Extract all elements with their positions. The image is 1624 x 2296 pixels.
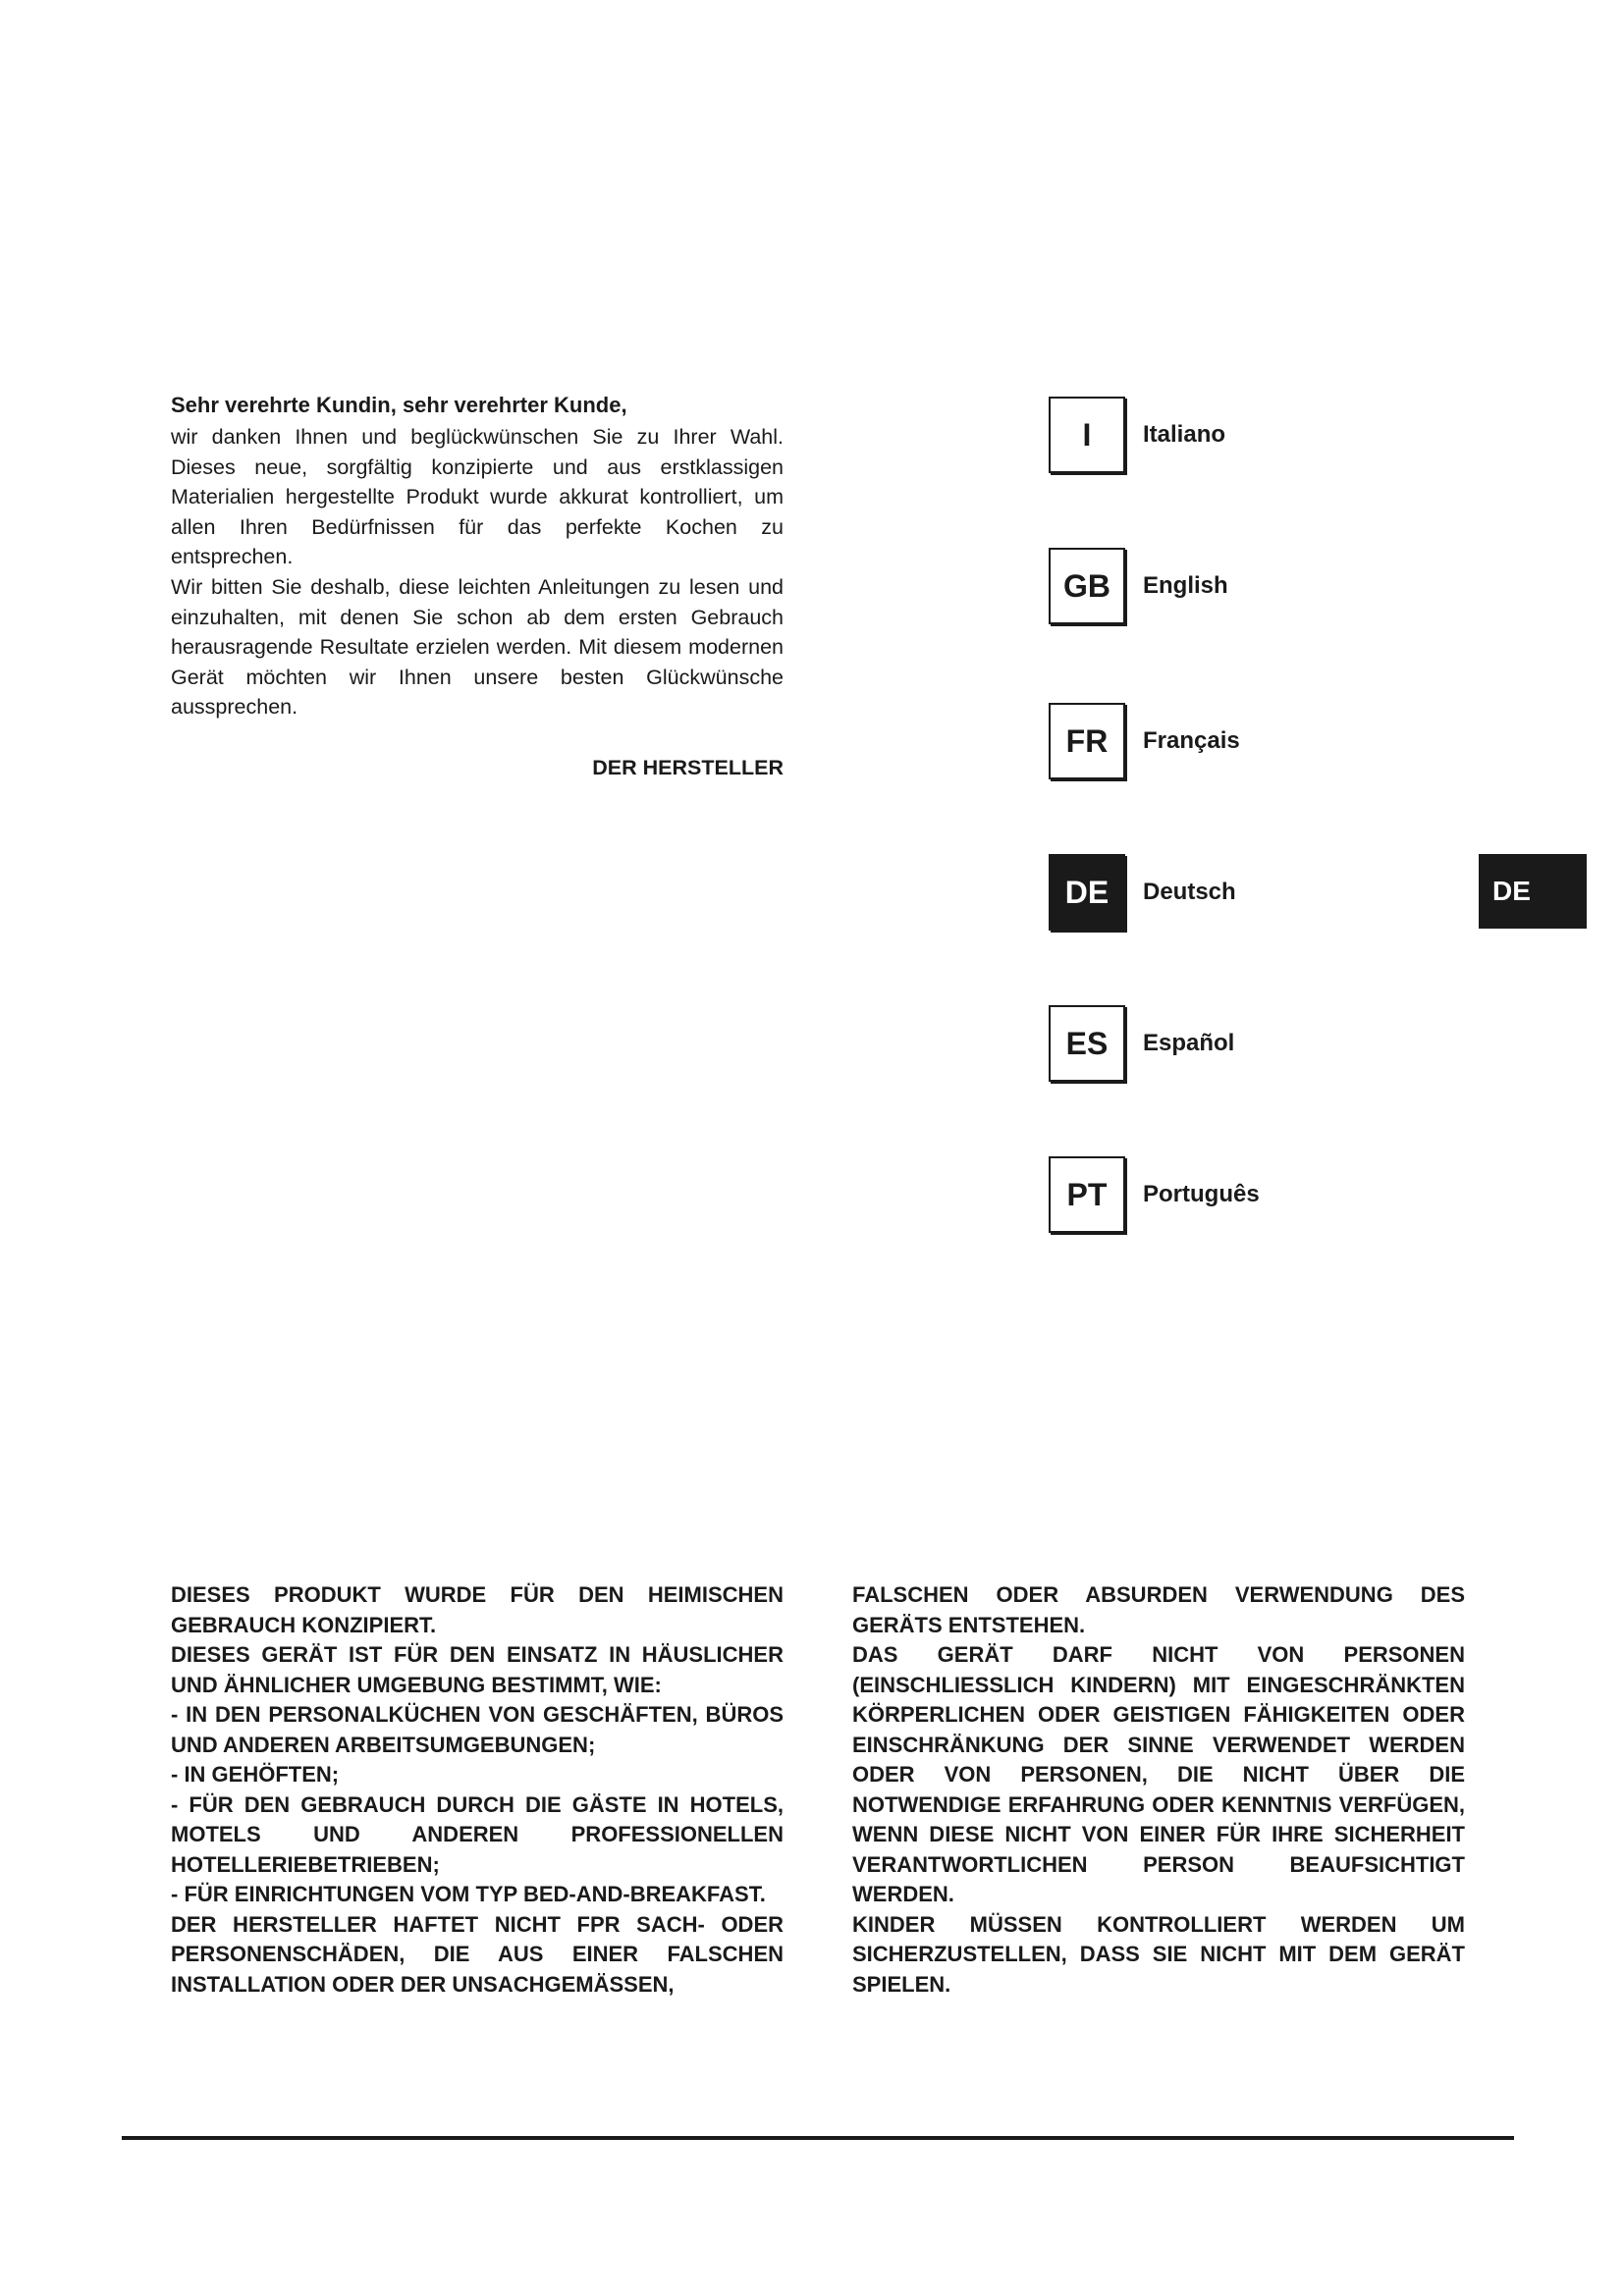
warning-paragraph: DAS GERÄT DARF NICHT VON PERSONEN (EINSCHLIESSLICH KINDERN) MIT EINGESCHRÄNKTEN KÖRPERLICHEN ODER GEISTIGEN FÄHIGKEITEN ODER EINSCHRÄNKUNG DER SINNE VERWENDET WERDEN ODER VON PERSONEN, DIE NICHT ÜBER DIE NOTWENDIGE ERFAHRUNG ODER KENNTNIS VERFÜGEN, WENN DIESE NICHT VON EINER FÜR IHRE SICHERHEIT VERANTWORTLICHEN PERSON BEAUFSICHTIGT WERDEN. [852,1642,1465,1906]
language-item-espanol[interactable] [1049,1005,1441,1082]
section-tab-de[interactable]: DE [1479,854,1587,929]
warning-paragraph: DER HERSTELLER HAFTET NICHT FPR SACH- ODER PERSONENSCHÄDEN, DIE AUS EINER FALSCHEN INSTALLATION ODER DER UNSACHGEMÄSSEN, [171,1911,784,1997]
language-code-badge: PT [1049,1156,1125,1233]
language-code-badge: I [1049,397,1125,473]
intro-greeting: Sehr verehrte Kundin, sehr verehrter Kunde, [171,393,627,417]
language-code-badge: ES [1049,1005,1125,1082]
language-item-portugues[interactable] [1049,1156,1441,1233]
language-item-deutsch[interactable] [1049,854,1441,931]
language-item-english[interactable] [1049,548,1441,624]
language-name: Deutsch [1143,879,1236,905]
warning-paragraph: KINDER MÜSSEN KONTROLLIERT WERDEN UM SICHERZUSTELLEN, DASS SIE NICHT MIT DEM GERÄT SPIELEN. [852,1911,1465,1997]
language-item-italiano[interactable] [1049,397,1441,473]
language-name: Français [1143,727,1240,754]
warning-paragraph: DIESES GERÄT IST FÜR DEN EINSATZ IN HÄUSLICHER UND ÄHNLICHER UMGEBUNG BESTIMMT, WIE: [171,1642,784,1697]
manufacturer-signature: DER HERSTELLER [592,756,784,779]
footer-divider [122,2136,1514,2140]
language-name: Português [1143,1181,1260,1207]
warning-column-right [852,1580,1465,2000]
language-code-badge-active: DE [1049,854,1125,931]
warning-list-item: - IN GEHÖFTEN; [171,1762,340,1787]
intro-paragraph-2: Wir bitten Sie deshalb, diese leichten Anleitungen zu lesen und einzuhalten, mit denen Sie schon ab dem ersten Gebrauch herausragende Resultate erzielen werden. Mit diesem modernen Gerät möchten wir Ihnen unsere besten Glückwünsche aussprechen. [171,574,784,720]
warning-paragraph: FALSCHEN ODER ABSURDEN VERWENDUNG DES GERÄTS ENTSTEHEN. [852,1582,1465,1637]
warning-list-item: - FÜR EINRICHTUNGEN VOM TYP BED-AND-BREAKFAST. [171,1882,766,1906]
intro-section [171,391,784,722]
language-name: Español [1143,1030,1235,1056]
warning-column-left [171,1580,784,2000]
warning-list-item: - IN DEN PERSONALKÜCHEN VON GESCHÄFTEN, BÜROS UND ANDEREN ARBEITSUMGEBUNGEN; [171,1702,784,1757]
language-name: Italiano [1143,421,1226,448]
language-code-badge: GB [1049,548,1125,624]
language-code-badge: FR [1049,703,1125,779]
warning-paragraph: DIESES PRODUKT WURDE FÜR DEN HEIMISCHEN GEBRAUCH KONZIPIERT. [171,1582,784,1637]
intro-paragraph-1: wir danken Ihnen und beglückwünschen Sie zu Ihrer Wahl. Dieses neue, sorgfältig konzipierte und aus erstklassigen Materialien hergestellte Produkt wurde akkurat kontrolliert, um allen Ihren Bedürfnissen für das perfekte Kochen zu entsprechen. [171,425,784,569]
language-item-francais[interactable] [1049,703,1441,779]
warning-list-item: - FÜR DEN GEBRAUCH DURCH DIE GÄSTE IN HOTELS, MOTELS UND ANDEREN PROFESSIONELLEN HOTELLERIEBETRIEBEN; [171,1791,784,1877]
language-name: English [1143,572,1228,599]
